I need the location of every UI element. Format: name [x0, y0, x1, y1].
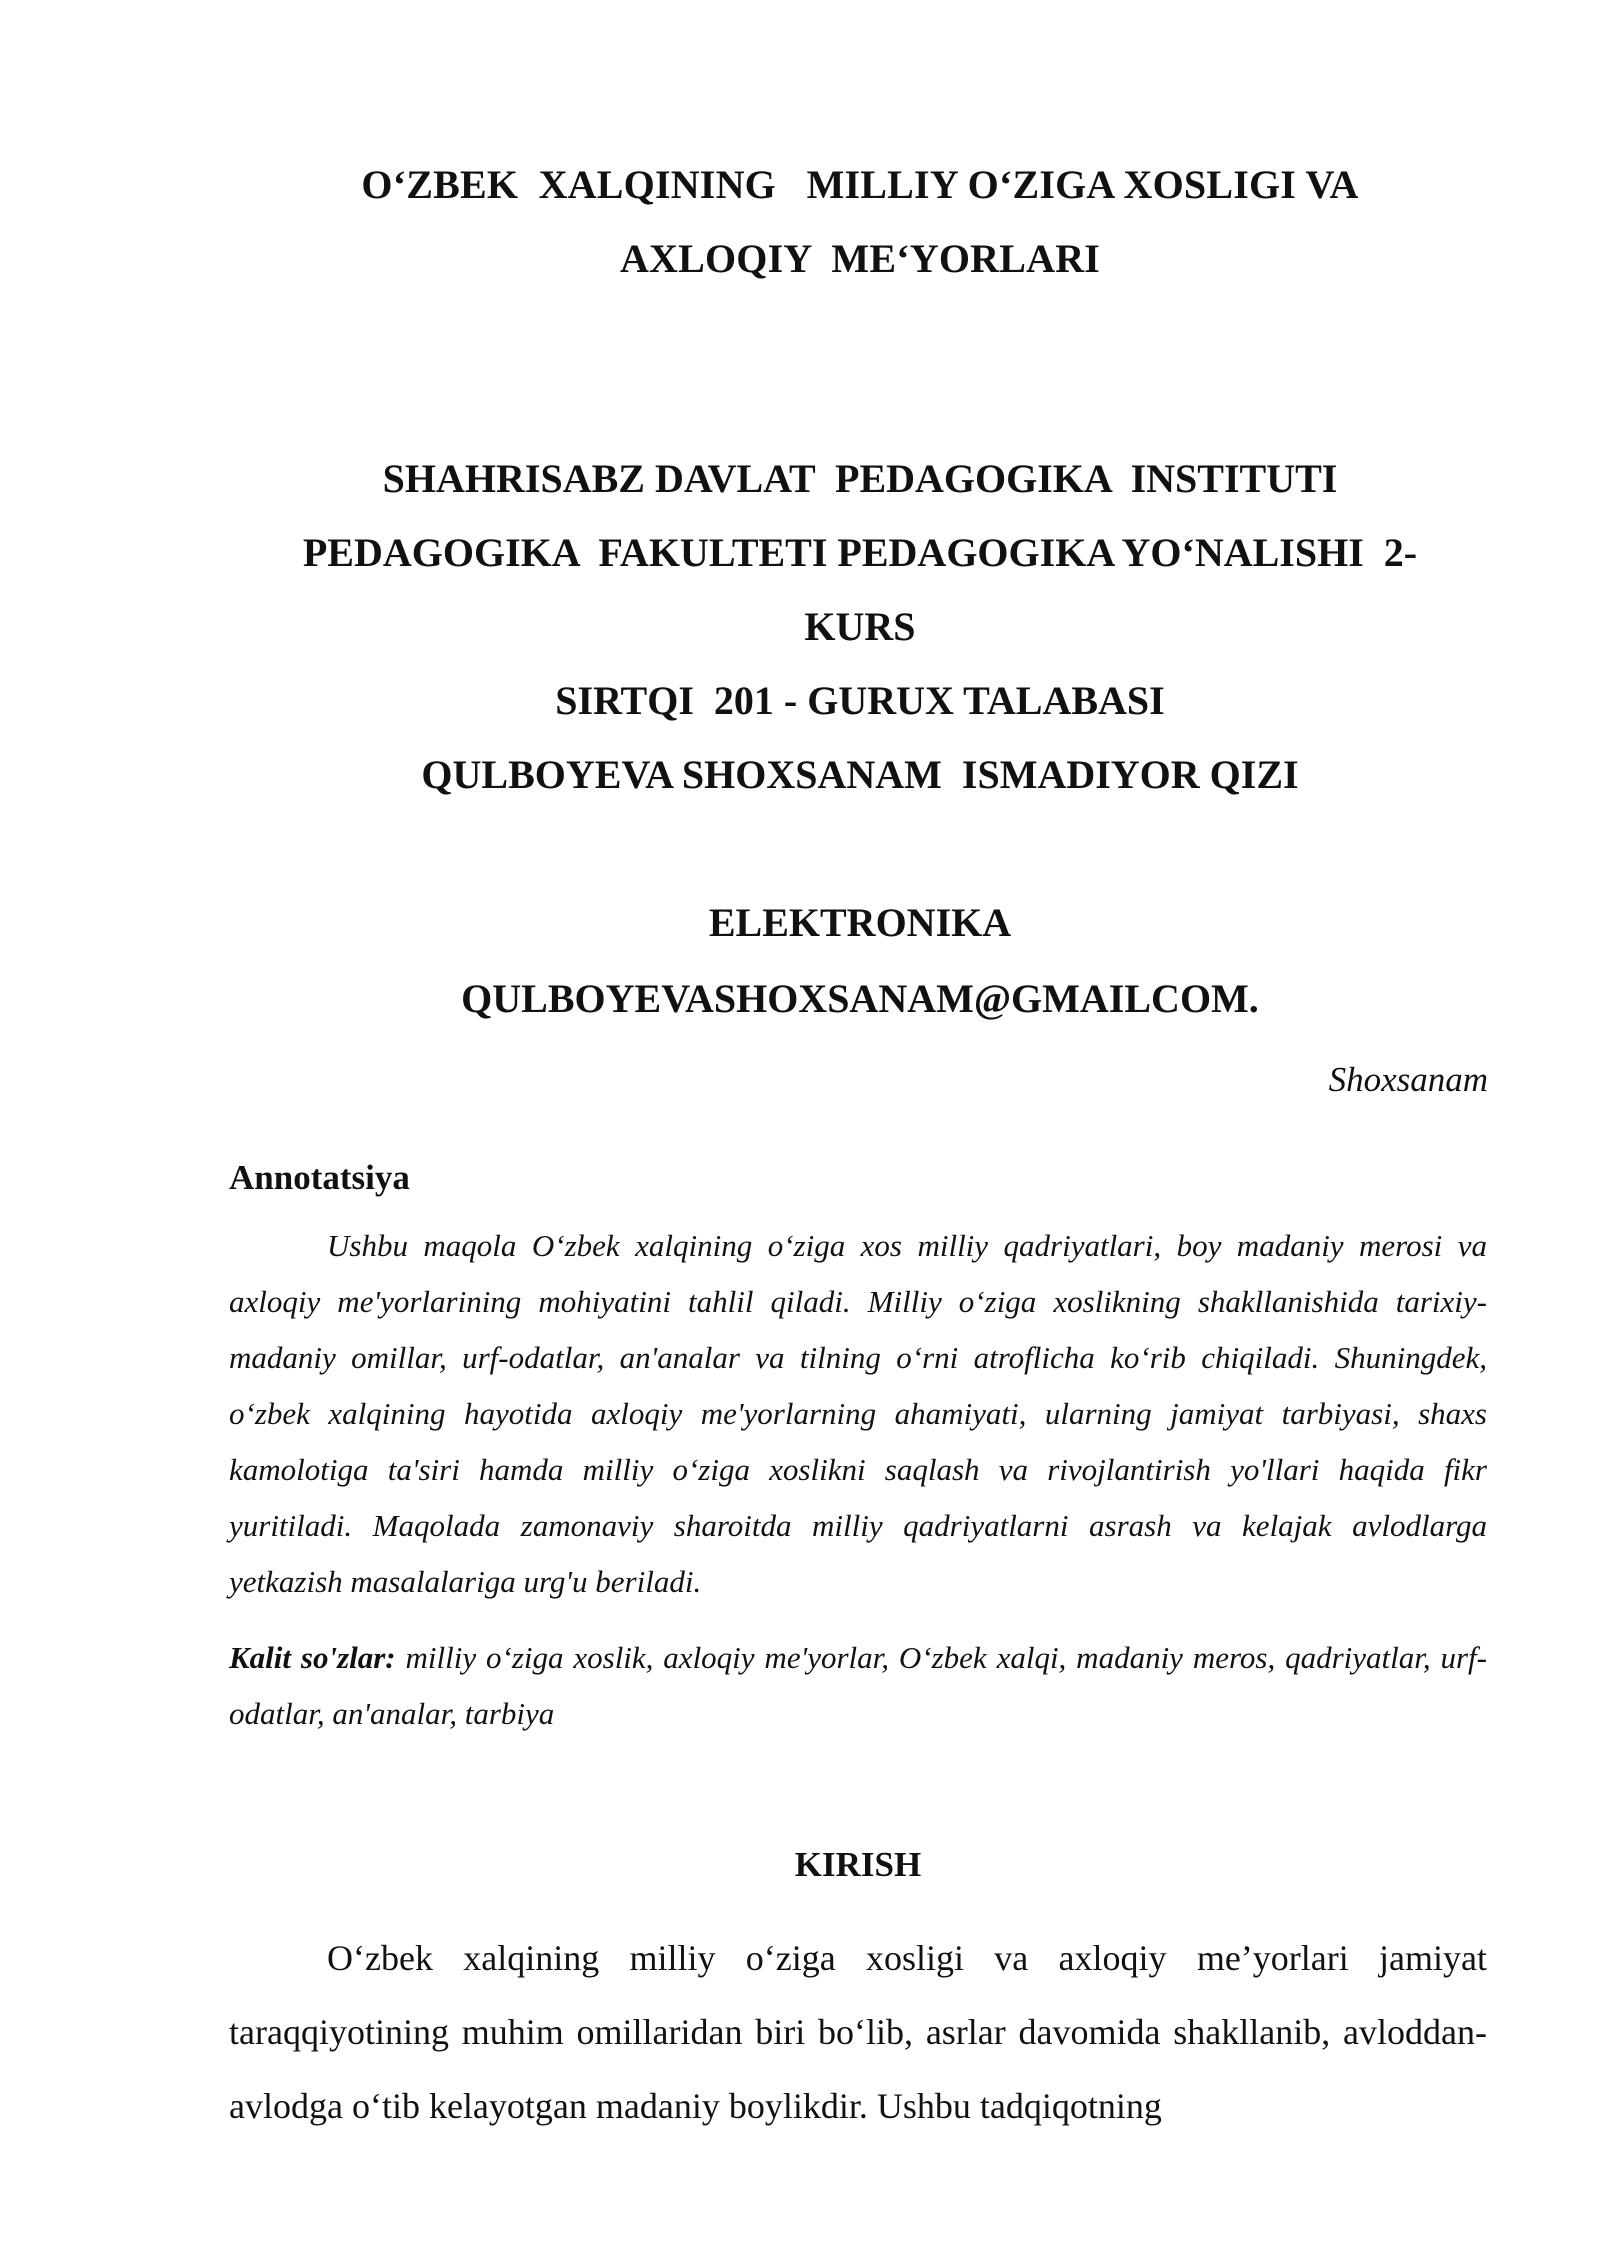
- article-title-line-2: AXLOQIY ME‘YORLARI: [619, 236, 1101, 281]
- contact-label: ELEKTRONIKA: [708, 900, 1012, 945]
- author-affiliation: [230, 442, 1490, 812]
- contact-email: QULBOYEVASHOXSANAM@GMAILCOM.: [461, 976, 1259, 1021]
- author-signature: Shoxsanam: [1328, 1060, 1488, 1099]
- keywords-label: Kalit so'zlar:: [229, 1640, 396, 1675]
- introduction-text: O‘zbek xalqining milliy o‘ziga xosligi va axloqiy me’yorlari jamiyat taraqqiyotining muhim omillaridan biri bo‘lib, asrlar davomida shakllanib, avloddan-avlodga o‘tib kelayotgan madaniy boylikdir. Ushbu tadqiqotning: [229, 1938, 1487, 2126]
- contact-block: [230, 885, 1490, 1037]
- affiliation-course: KURS: [804, 604, 916, 649]
- keywords-paragraph: [229, 1630, 1487, 1742]
- article-title: [230, 148, 1490, 296]
- affiliation-institute: SHAHRISABZ DAVLAT PEDAGOGIKA INSTITUTI: [382, 456, 1338, 501]
- affiliation-group: SIRTQI 201 - GURUX TALABASI: [555, 678, 1165, 723]
- affiliation-author-name: QULBOYEVA SHOXSANAM ISMADIYOR QIZI: [421, 752, 1299, 797]
- annotation-heading: Annotatsiya: [229, 1158, 410, 1197]
- keywords-list: milliy o‘ziga xoslik, axloqiy me'yorlar, O‘zbek xalqi, madaniy meros, qadriyatlar, urf-odatlar, an'analar, tarbiya: [229, 1640, 1487, 1731]
- affiliation-faculty: PEDAGOGIKA FAKULTETI PEDAGOGIKA YO‘NALISHI 2-: [302, 530, 1418, 575]
- annotation-text: Ushbu maqola O‘zbek xalqining o‘ziga xos milliy qadriyatlari, boy madaniy merosi va axloqiy me'yorlarining mohiyatini tahlil qiladi. Milliy o‘ziga xoslikning shakllanishida tarixiy-madaniy omillar, urf-odatlar, an'analar va tilning o‘rni atroflicha ko‘rib chiqiladi. Shuningdek, o‘zbek xalqining hayotida axloqiy me'yorlarning ahamiyati, ularning jamiyat tarbiyasi, shaxs kamolotiga ta'siri hamda milliy o‘ziga xoslikni saqlash va rivojlantirish yo'llari haqida fikr yuritiladi. Maqolada zamonaviy sharoitda milliy qadriyatlarni asrash va kelajak avlodlarga yetkazish masalalariga urg'u beriladi.: [229, 1228, 1487, 1599]
- introduction-heading: KIRISH: [794, 1845, 922, 1884]
- article-title-line-1: O‘ZBEK XALQINING MILLIY O‘ZIGA XOSLIGI VA: [361, 162, 1359, 207]
